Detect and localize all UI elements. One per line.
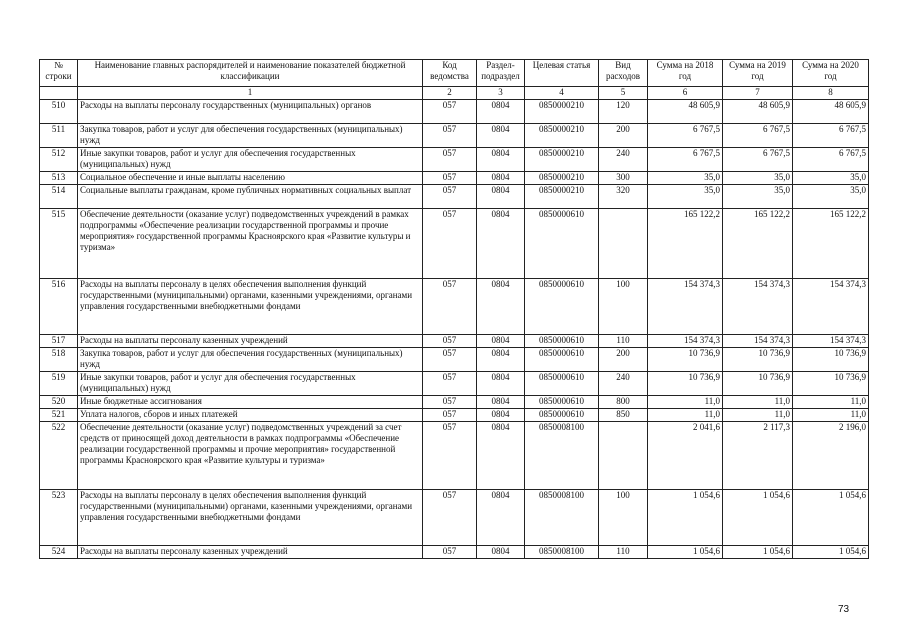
sum-2019-cell: 10 736,9: [723, 348, 793, 372]
table-row: [40, 546, 869, 559]
index-cell: 5: [599, 87, 648, 100]
sum-2020-cell: 11,0: [793, 409, 869, 422]
sum-2018-cell: 11,0: [648, 409, 723, 422]
section-cell: 0804: [477, 172, 525, 185]
name-cell: Иные бюджетные ассигнования: [78, 396, 423, 409]
table-header-row: [40, 60, 869, 87]
header-sum-2020: Сумма на 2020 год: [793, 60, 869, 87]
dept-code-cell: 057: [423, 100, 477, 124]
target-article-cell: 0850000210: [525, 124, 599, 148]
table-row: [40, 148, 869, 172]
expense-type-cell: 300: [599, 172, 648, 185]
target-article-cell: 0850008100: [525, 490, 599, 546]
expense-type-cell: 240: [599, 372, 648, 396]
sum-2018-cell: 1 054,6: [648, 546, 723, 559]
sum-2020-cell: 35,0: [793, 172, 869, 185]
section-cell: 0804: [477, 279, 525, 335]
section-cell: 0804: [477, 422, 525, 490]
header-dept-code: Код ведомства: [423, 60, 477, 87]
sum-2019-cell: 154 374,3: [723, 335, 793, 348]
dept-code-cell: 057: [423, 490, 477, 546]
section-cell: 0804: [477, 490, 525, 546]
expense-type-cell: 240: [599, 148, 648, 172]
target-article-cell: 0850000610: [525, 335, 599, 348]
sum-2019-cell: 35,0: [723, 172, 793, 185]
name-cell: Расходы на выплаты персоналу государственных (муниципальных) органов: [78, 100, 423, 124]
name-cell: Расходы на выплаты персоналу в целях обеспечения выполнения функций государственными (муниципальными) органами, казенными учреждениями, органами управления государственными внебюджетными фондами: [78, 490, 423, 546]
header-row-number: № строки: [40, 60, 78, 87]
target-article-cell: 0850000610: [525, 409, 599, 422]
row-number-cell: 516: [40, 279, 78, 335]
sum-2019-cell: 11,0: [723, 409, 793, 422]
name-cell: Закупка товаров, работ и услуг для обеспечения государственных (муниципальных) нужд: [78, 348, 423, 372]
table-row: [40, 100, 869, 124]
target-article-cell: 0850000610: [525, 396, 599, 409]
sum-2019-cell: 6 767,5: [723, 124, 793, 148]
header-name: Наименование главных распорядителей и наименование показателей бюджетной классификации: [78, 60, 423, 87]
row-number-cell: 513: [40, 172, 78, 185]
row-number-cell: 514: [40, 185, 78, 209]
sum-2019-cell: 48 605,9: [723, 100, 793, 124]
sum-2018-cell: 2 041,6: [648, 422, 723, 490]
sum-2019-cell: 6 767,5: [723, 148, 793, 172]
target-article-cell: 0850000610: [525, 348, 599, 372]
sum-2020-cell: 165 122,2: [793, 209, 869, 279]
index-cell: 4: [525, 87, 599, 100]
section-cell: 0804: [477, 209, 525, 279]
row-number-cell: 524: [40, 546, 78, 559]
section-cell: 0804: [477, 546, 525, 559]
row-number-cell: 510: [40, 100, 78, 124]
section-cell: 0804: [477, 124, 525, 148]
row-number-cell: 512: [40, 148, 78, 172]
header-sum-2018: Сумма на 2018 год: [648, 60, 723, 87]
section-cell: 0804: [477, 100, 525, 124]
sum-2018-cell: 35,0: [648, 172, 723, 185]
dept-code-cell: 057: [423, 124, 477, 148]
sum-2019-cell: 165 122,2: [723, 209, 793, 279]
sum-2018-cell: 1 054,6: [648, 490, 723, 546]
row-number-cell: 517: [40, 335, 78, 348]
name-cell: Закупка товаров, работ и услуг для обеспечения государственных (муниципальных) нужд: [78, 124, 423, 148]
dept-code-cell: 057: [423, 348, 477, 372]
name-cell: Расходы на выплаты персоналу казенных учреждений: [78, 546, 423, 559]
dept-code-cell: 057: [423, 172, 477, 185]
expense-type-cell: 200: [599, 348, 648, 372]
table-row: [40, 372, 869, 396]
expense-type-cell: 110: [599, 335, 648, 348]
expense-type-cell: 320: [599, 185, 648, 209]
index-cell: 1: [78, 87, 423, 100]
table-row: [40, 209, 869, 279]
section-cell: 0804: [477, 372, 525, 396]
sum-2018-cell: 11,0: [648, 396, 723, 409]
section-cell: 0804: [477, 409, 525, 422]
dept-code-cell: 057: [423, 396, 477, 409]
expense-type-cell: 200: [599, 124, 648, 148]
sum-2018-cell: 35,0: [648, 185, 723, 209]
index-cell: 6: [648, 87, 723, 100]
row-number-cell: 522: [40, 422, 78, 490]
sum-2019-cell: 2 117,3: [723, 422, 793, 490]
sum-2019-cell: 154 374,3: [723, 279, 793, 335]
expense-type-cell: 850: [599, 409, 648, 422]
sum-2020-cell: 154 374,3: [793, 335, 869, 348]
index-cell: [40, 87, 78, 100]
name-cell: Социальные выплаты гражданам, кроме публичных нормативных социальных выплат: [78, 185, 423, 209]
dept-code-cell: 057: [423, 372, 477, 396]
expense-type-cell: 120: [599, 100, 648, 124]
index-cell: 7: [723, 87, 793, 100]
sum-2020-cell: 11,0: [793, 396, 869, 409]
sum-2020-cell: 48 605,9: [793, 100, 869, 124]
name-cell: Социальное обеспечение и иные выплаты населению: [78, 172, 423, 185]
sum-2018-cell: 165 122,2: [648, 209, 723, 279]
row-number-cell: 518: [40, 348, 78, 372]
table-row: [40, 409, 869, 422]
sum-2018-cell: 154 374,3: [648, 335, 723, 348]
header-sum-2019: Сумма на 2019 год: [723, 60, 793, 87]
sum-2020-cell: 2 196,0: [793, 422, 869, 490]
sum-2019-cell: 35,0: [723, 185, 793, 209]
page-number: 73: [838, 604, 850, 615]
target-article-cell: 0850008100: [525, 546, 599, 559]
sum-2020-cell: 1 054,6: [793, 490, 869, 546]
expense-type-cell: 100: [599, 490, 648, 546]
table-row: [40, 124, 869, 148]
sum-2018-cell: 6 767,5: [648, 124, 723, 148]
sum-2020-cell: 10 736,9: [793, 372, 869, 396]
row-number-cell: 521: [40, 409, 78, 422]
sum-2020-cell: 6 767,5: [793, 124, 869, 148]
target-article-cell: 0850000610: [525, 279, 599, 335]
name-cell: Иные закупки товаров, работ и услуг для обеспечения государственных (муниципальных) нужд: [78, 148, 423, 172]
sum-2018-cell: 48 605,9: [648, 100, 723, 124]
dept-code-cell: 057: [423, 209, 477, 279]
sum-2019-cell: 1 054,6: [723, 546, 793, 559]
expense-type-cell: 110: [599, 546, 648, 559]
dept-code-cell: 057: [423, 409, 477, 422]
sum-2018-cell: 10 736,9: [648, 348, 723, 372]
dept-code-cell: 057: [423, 148, 477, 172]
section-cell: 0804: [477, 348, 525, 372]
section-cell: 0804: [477, 185, 525, 209]
name-cell: Обеспечение деятельности (оказание услуг) подведомственных учреждений в рамках подпрограммы «Обеспечение реализации государственной программы и прочие мероприятия» государственной программы Красноярского края «Развитие культуры и туризма»: [78, 209, 423, 279]
header-expense-type: Вид расходов: [599, 60, 648, 87]
table-row: [40, 185, 869, 209]
table-row: [40, 172, 869, 185]
dept-code-cell: 057: [423, 335, 477, 348]
table-row: [40, 396, 869, 409]
sum-2018-cell: 154 374,3: [648, 279, 723, 335]
target-article-cell: 0850000210: [525, 172, 599, 185]
header-section: Раздел-подраздел: [477, 60, 525, 87]
target-article-cell: 0850008100: [525, 422, 599, 490]
budget-table: [39, 59, 869, 559]
expense-type-cell: [599, 422, 648, 490]
row-number-cell: 515: [40, 209, 78, 279]
dept-code-cell: 057: [423, 546, 477, 559]
section-cell: 0804: [477, 335, 525, 348]
sum-2018-cell: 10 736,9: [648, 372, 723, 396]
name-cell: Обеспечение деятельности (оказание услуг) подведомственных учреждений за счет средств от приносящей доход деятельности в рамках подпрограммы «Обеспечение реализации государственной программы и прочие мероприятия» государственной программы Красноярского края «Развитие культуры и туризма»: [78, 422, 423, 490]
name-cell: Иные закупки товаров, работ и услуг для обеспечения государственных (муниципальных) нужд: [78, 372, 423, 396]
target-article-cell: 0850000210: [525, 185, 599, 209]
name-cell: Расходы на выплаты персоналу казенных учреждений: [78, 335, 423, 348]
name-cell: Уплата налогов, сборов и иных платежей: [78, 409, 423, 422]
expense-type-cell: 100: [599, 279, 648, 335]
target-article-cell: 0850000210: [525, 100, 599, 124]
row-number-cell: 511: [40, 124, 78, 148]
sum-2019-cell: 1 054,6: [723, 490, 793, 546]
index-cell: 3: [477, 87, 525, 100]
dept-code-cell: 057: [423, 422, 477, 490]
target-article-cell: 0850000210: [525, 148, 599, 172]
sum-2019-cell: 11,0: [723, 396, 793, 409]
index-cell: 8: [793, 87, 869, 100]
row-number-cell: 523: [40, 490, 78, 546]
target-article-cell: 0850000610: [525, 372, 599, 396]
sum-2020-cell: 1 054,6: [793, 546, 869, 559]
expense-type-cell: 800: [599, 396, 648, 409]
table-row: [40, 348, 869, 372]
target-article-cell: 0850000610: [525, 209, 599, 279]
dept-code-cell: 057: [423, 279, 477, 335]
sum-2020-cell: 154 374,3: [793, 279, 869, 335]
header-target-article: Целевая статья: [525, 60, 599, 87]
sum-2019-cell: 10 736,9: [723, 372, 793, 396]
row-number-cell: 520: [40, 396, 78, 409]
name-cell: Расходы на выплаты персоналу в целях обеспечения выполнения функций государственными (муниципальными) органами, казенными учреждениями, органами управления государственными внебюджетными фондами: [78, 279, 423, 335]
sum-2020-cell: 10 736,9: [793, 348, 869, 372]
table-row: [40, 490, 869, 546]
column-index-row: [40, 87, 869, 100]
expense-type-cell: [599, 209, 648, 279]
sum-2018-cell: 6 767,5: [648, 148, 723, 172]
table-row: [40, 335, 869, 348]
section-cell: 0804: [477, 148, 525, 172]
table-row: [40, 279, 869, 335]
row-number-cell: 519: [40, 372, 78, 396]
index-cell: 2: [423, 87, 477, 100]
dept-code-cell: 057: [423, 185, 477, 209]
section-cell: 0804: [477, 396, 525, 409]
sum-2020-cell: 6 767,5: [793, 148, 869, 172]
table-row: [40, 422, 869, 490]
sum-2020-cell: 35,0: [793, 185, 869, 209]
